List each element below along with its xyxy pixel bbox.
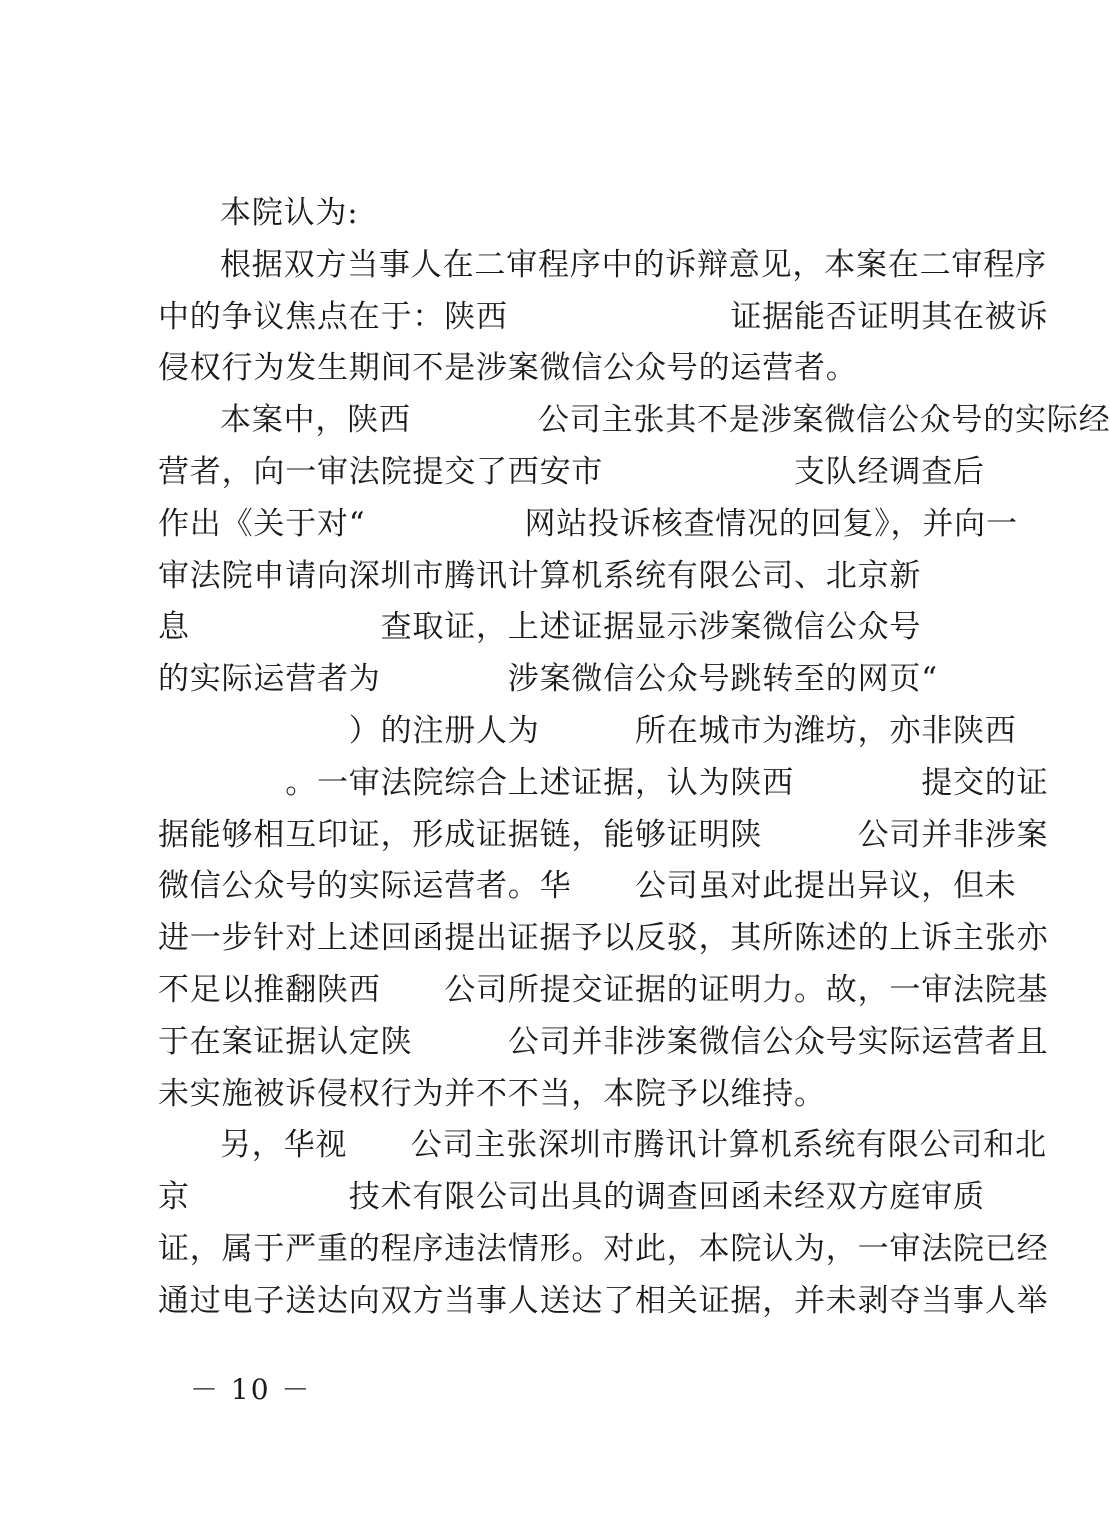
- page-number: － 10 －: [190, 1373, 312, 1406]
- text-line: 微信公众号的实际运营者。华 公司虽对此提出异议，但未: [158, 868, 1017, 905]
- text-line: 另，华视 公司主张深圳市腾讯计算机系统有限公司和北: [220, 1127, 1047, 1164]
- text-line: 中的争议焦点在于：陕西 证据能否证明其在被诉: [158, 298, 1049, 335]
- text-line: 据能够相互印证，形成证据链，能够证明陕 公司并非涉案: [158, 816, 1049, 853]
- text-line: 不足以推翻陕西 公司所提交证据的证明力。故，一审法院基: [158, 971, 1049, 1008]
- text-line: 证，属于严重的程序违法情形。对此，本院认为，一审法院已经: [158, 1230, 1049, 1267]
- text-line: 审法院申请向深圳市腾讯计算机系统有限公司、北京新: [158, 557, 922, 594]
- document-body: [158, 188, 1110, 1328]
- text-line: 息 查取证，上述证据显示涉案微信公众号: [158, 609, 922, 646]
- text-line: 京 技术有限公司出具的调查回函未经双方庭审质: [158, 1179, 985, 1216]
- text-line: 。一审法院综合上述证据，认为陕西 提交的证: [158, 764, 1049, 801]
- text-line: 进一步针对上述回函提出证据予以反驳，其所陈述的上诉主张亦: [158, 920, 1049, 957]
- text-line: 营者，向一审法院提交了西安市 支队经调查后: [158, 453, 985, 490]
- text-line: 通过电子送达向双方当事人送达了相关证据，并未剥夺当事人举: [158, 1282, 1049, 1319]
- text-line: 根据双方当事人在二审程序中的诉辩意见，本案在二审程序: [220, 246, 1047, 283]
- text-line: ）的注册人为 所在城市为潍坊，亦非陕西: [158, 712, 1017, 749]
- text-line: 未实施被诉侵权行为并不不当，本院予以维持。: [158, 1075, 826, 1112]
- text-line: 作出《关于对“ 网站投诉核查情况的回复》，并向一: [158, 505, 1018, 542]
- text-line: 本案中，陕西 公司主张其不是涉案微信公众号的实际经: [220, 402, 1110, 439]
- text-line: 侵权行为发生期间不是涉案微信公众号的运营者。: [158, 350, 858, 387]
- text-line: 于在案证据认定陕 公司并非涉案微信公众号实际运营者且: [158, 1023, 1049, 1060]
- text-line: 本院认为:: [220, 195, 359, 231]
- text-line: 的实际运营者为 涉案微信公众号跳转至的网页“: [158, 661, 938, 698]
